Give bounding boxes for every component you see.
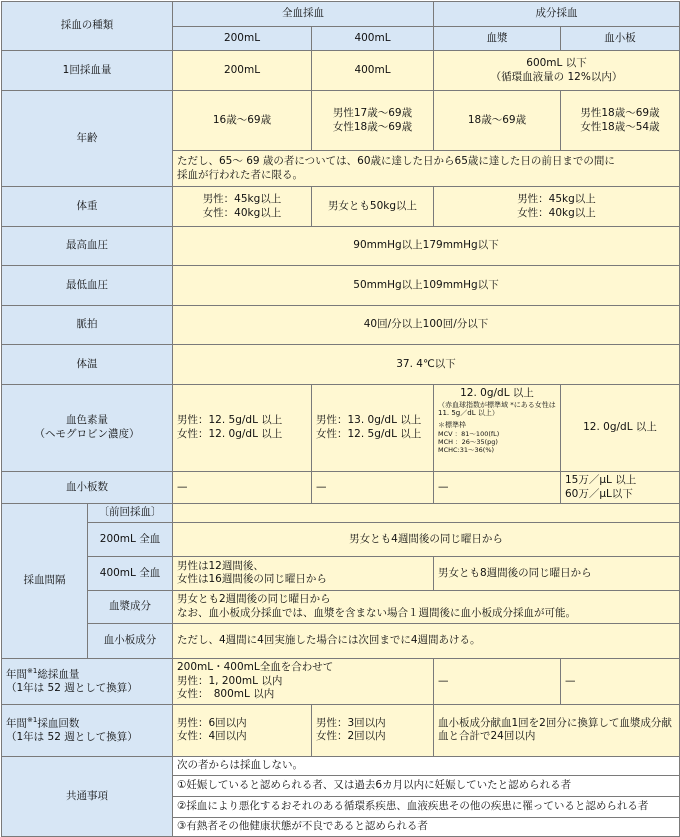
weight-component: 男性：45kg以上 女性：40kg以上 — [434, 187, 680, 227]
annual-count-w400: 男性：3回以内 女性：2回以内 — [312, 704, 434, 756]
age-platelet: 男性18歳～69歳 女性18歳～54歳 — [561, 91, 680, 151]
annual-count-label-c: （1年は 52 週として換算） — [6, 731, 138, 744]
hemoglobin-label: 血色素量 （ヘモグロビン濃度） — [2, 385, 173, 472]
volume-w200: 200mL — [173, 51, 312, 91]
w200-header: 200mL — [173, 27, 312, 51]
age-w200: 16歳～69歳 — [173, 91, 312, 151]
volume-label: 1回採血量 — [2, 51, 173, 91]
platelet-count-plasma: — — [434, 472, 561, 504]
age-note: ただし、65～ 69 歳の者については、60歳に達した日から65歳に達した日の前日までの間に 採血が行われた者に限る。 — [173, 151, 680, 187]
annual-volume-plasma: — — [434, 658, 561, 704]
volume-component: 600mL 以下 （循環血液量の 12%以内） — [434, 51, 680, 91]
platelet-count-w200: — — [173, 472, 312, 504]
max-bp-value: 90mmHg以上179mmHg以下 — [173, 227, 680, 266]
platelet-header: 血小板 — [561, 27, 680, 51]
common-label: 共通事項 — [2, 756, 173, 836]
hemoglobin-plasma-note: （赤血球指数が標準域 *にある女性は 11. 5g／dL 以上） — [438, 400, 556, 418]
weight-w400: 男女とも50kg以上 — [312, 187, 434, 227]
min-bp-label: 最低血圧 — [2, 266, 173, 306]
interval-w400-value-a: 男性は12週間後、 女性は16週間後の同じ曜日から — [173, 556, 434, 590]
platelet-count-label: 血小板数 — [2, 472, 173, 504]
whole-blood-header: 全血採血 — [173, 2, 434, 27]
weight-label: 体重 — [2, 187, 173, 227]
interval-w400-value-b: 男女とも8週間後の同じ曜日から — [434, 556, 680, 590]
temp-label: 体温 — [2, 345, 173, 385]
pulse-value: 40回/分以上100回/分以下 — [173, 306, 680, 345]
interval-w400-label: 400mL 全血 — [88, 556, 173, 590]
annual-count-sup: ※1 — [27, 715, 38, 724]
age-label: 年齢 — [2, 91, 173, 187]
hemoglobin-plasma — [434, 385, 561, 472]
interval-w200-label: 200mL 全血 — [88, 522, 173, 556]
annual-volume-label-a: 年間 — [6, 668, 27, 681]
hemoglobin-platelet: 12. 0g/dL 以上 — [561, 385, 680, 472]
interval-prev-blank — [173, 504, 680, 523]
annual-volume-platelet: — — [561, 658, 680, 704]
hemoglobin-w200: 男性：12. 5g/dL 以上 女性：12. 0g/dL 以上 — [173, 385, 312, 472]
annual-volume-whole: 200mL・400mL全血を合わせて 男性：1, 200mL 以内 女性： 800mL 以内 — [173, 658, 434, 704]
annual-count-label-b: 採血回数 — [37, 717, 80, 730]
interval-platelet-label: 血小板成分 — [88, 623, 173, 658]
common-item-3: ③有熱者その他健康状態が不良であると認められる者 — [173, 817, 680, 836]
weight-w200: 男性：45kg以上 女性：40kg以上 — [173, 187, 312, 227]
type-header: 採血の種類 — [2, 2, 173, 51]
interval-w200-value: 男女とも4週間後の同じ曜日から — [173, 522, 680, 556]
volume-w400: 400mL — [312, 51, 434, 91]
annual-volume-label-c: （1年は 52 週として換算） — [6, 682, 138, 695]
annual-count-component: 血小板成分献血1回を2回分に換算して血漿成分献 血と合計で24回以内 — [434, 704, 680, 756]
age-plasma: 18歳～69歳 — [434, 91, 561, 151]
plasma-header: 血漿 — [434, 27, 561, 51]
hemoglobin-w400: 男性：13. 0g/dL 以上 女性：12. 5g/dL 以上 — [312, 385, 434, 472]
hemoglobin-std-values: MCV ：81～100(fL) MCH ：26～35(pg) MCHC:31～36(%) — [438, 429, 500, 455]
temp-value: 37. 4℃以下 — [173, 345, 680, 385]
age-w400: 男性17歳～69歳 女性18歳～69歳 — [312, 91, 434, 151]
annual-count-label — [2, 704, 173, 756]
pulse-label: 脈拍 — [2, 306, 173, 345]
common-intro: 次の者からは採血しない。 — [173, 756, 680, 775]
annual-volume-label — [2, 658, 173, 704]
interval-label: 採血間隔 — [2, 504, 88, 659]
common-item-1: ①妊娠していると認められる者、又は過去6カ月以内に妊娠していたと認められる者 — [173, 775, 680, 796]
annual-count-label-a: 年間 — [6, 717, 27, 730]
interval-platelet-value: ただし、4週間に4回実施した場合には次回までに4週間あける。 — [173, 623, 680, 658]
interval-prev: 〔前回採血〕 — [88, 504, 173, 523]
common-item-2: ②採血により悪化するおそれのある循環系疾患、血液疾患その他の疾患に罹っていると認められる者 — [173, 796, 680, 817]
interval-plasma-label: 血漿成分 — [88, 590, 173, 623]
interval-plasma-value: 男女とも2週間後の同じ曜日から なお、血小板成分採血では、血漿を含まない場合１週間後に血小板成分採血が可能。 — [173, 590, 680, 623]
platelet-count-w400: — — [312, 472, 434, 504]
platelet-count-platelet: 15万／μL 以上 60万／μL以下 — [561, 472, 680, 504]
min-bp-value: 50mmHg以上109mmHg以下 — [173, 266, 680, 306]
component-header: 成分採血 — [434, 2, 680, 27]
annual-volume-sup: ※1 — [27, 666, 38, 675]
w400-header: 400mL — [312, 27, 434, 51]
annual-volume-label-b: 総採血量 — [37, 668, 80, 681]
hemoglobin-std-title: ＊標準枠 — [438, 421, 466, 430]
donation-criteria-table — [1, 1, 680, 837]
annual-count-w200: 男性：6回以内 女性：4回以内 — [173, 704, 312, 756]
hemoglobin-plasma-main: 12. 0g/dL 以上 — [460, 387, 534, 399]
max-bp-label: 最高血圧 — [2, 227, 173, 266]
